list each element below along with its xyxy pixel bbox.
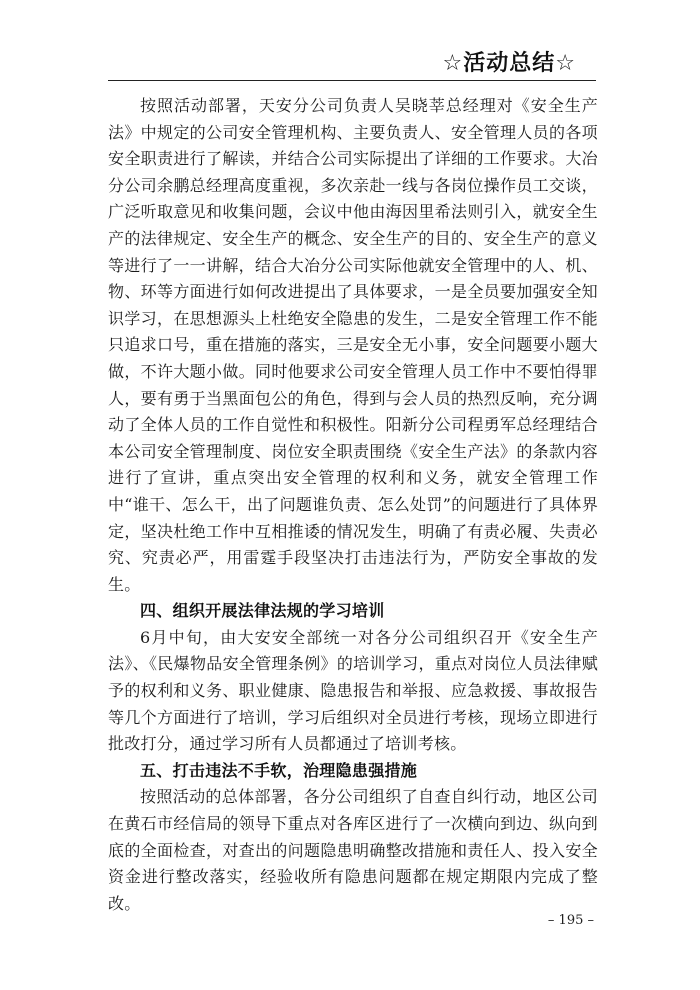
paragraph-safety-law-reading: 按照活动部署，天安分公司负责人吴晓莘总经理对《安全生产法》中规定的公司安全管理机构、主要负责人、安全管理人员的各项安全职责进行了解读，并结合公司实际提出了详细的工作要求。大冶分公司余鹏总经理高度重视，多次亲赴一线与各岗位操作员工交谈，广泛听取意见和收集问题，会议中他由海因里希法则引入，就安全生产的法律规定、安全生产的概念、安全生产的目的、安全生产的意义等进行了一一讲解，结合大冶分公司实际他就安全管理中的人、机、物、环等方面进行如何改进提出了具体要求，一是全员要加强安全知识学习，在思想源头上杜绝安全隐患的发生，二是安全管理工作不能只追求口号，重在措施的落实，三是安全无小事，安全问题要小题大做，不许大题小做。同时他要求公司安全管理人员工作中不要怕得罪人，要有勇于当黑面包公的角色，得到与会人员的热烈反响，充分调动了全体人员的工作自觉性和积极性。阳新分公司程勇军总经理结合本公司安全管理制度、岗位安全职责围绕《安全生产法》的条款内容进行了宣讲，重点突出安全管理的权利和义务，就安全管理工作中“谁干、怎么干，出了问题谁负责、怎么处罚”的问题进行了具体界定，坚决杜绝工作中互相推诿的情况发生，明确了有责必履、失责必究、究责必严，用雷霆手段坚决打击违法行为，严防安全事故的发生。: [108, 96, 598, 594]
section-heading-5: 五、打击违法不手软，治理隐患强措施: [140, 760, 418, 780]
page-number: – 195 –: [547, 913, 594, 928]
section-heading-4: 四、组织开展法律法规的学习培训: [140, 601, 385, 621]
page-header-title: ☆活动总结☆: [442, 51, 576, 76]
paragraph-inspection: 按照活动的总体部署，各分公司组织了自查自纠行动，地区公司在黄石市经信局的领导下重点对各库区进行了一次横向到边、纵向到底的全面检查，对查出的问题隐患明确整改措施和责任人、投入安全资金进行整改落实，经验收所有隐患问题都在规定期限内完成了整改。: [108, 787, 598, 913]
header-divider: [108, 80, 596, 81]
document-body: [108, 93, 598, 917]
paragraph-training: 6月中旬，由大安安全部统一对各分公司组织召开《安全生产法》、《民爆物品安全管理条例》的培训学习，重点对岗位人员法律赋予的权利和义务、职业健康、隐患报告和举报、应急救援、事故报告等几个方面进行了培训，学习后组织对全员进行考核，现场立即进行批改打分，通过学习所有人员都通过了培训考核。: [108, 627, 598, 754]
